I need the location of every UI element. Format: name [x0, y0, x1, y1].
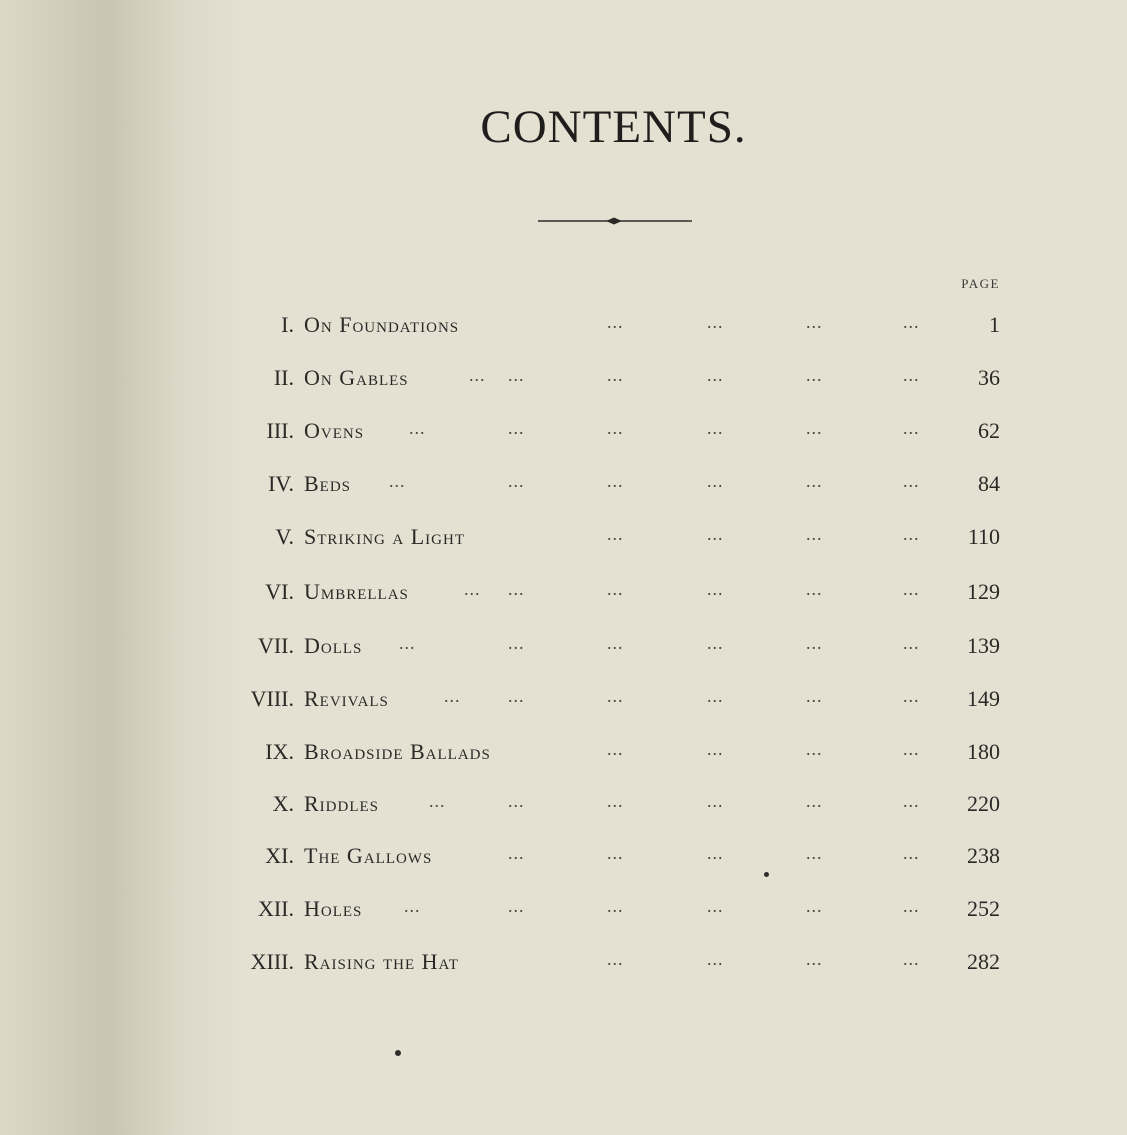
dot-leader: ... [707, 686, 724, 706]
page-number: 84 [978, 471, 1000, 496]
chapter-title: Ovens [304, 418, 365, 443]
toc-row [0, 471, 1127, 511]
chapter-number: VIII. [250, 686, 294, 711]
chapter-number: I. [281, 312, 294, 337]
dot-leader: ... [903, 633, 920, 653]
dot-leader: ... [806, 471, 823, 491]
dot-leader: ... [607, 739, 624, 759]
page-number: 62 [978, 418, 1000, 443]
chapter-number: VII. [257, 633, 294, 658]
page-number: 282 [967, 949, 1000, 974]
dot-leader: ... [806, 791, 823, 811]
dot-leader: ... [399, 633, 416, 653]
chapter-title: On Foundations [304, 312, 460, 337]
toc-row [0, 312, 1127, 352]
dot-leader: ... [806, 579, 823, 599]
dot-leader: ... [903, 896, 920, 916]
dot-leader: ... [903, 843, 920, 863]
dot-leader: ... [806, 633, 823, 653]
chapter-number: II. [273, 365, 294, 390]
dot-leader: ... [707, 896, 724, 916]
page-number: 220 [967, 791, 1000, 816]
dot-leader: ... [508, 633, 525, 653]
dot-leader: ... [806, 949, 823, 969]
dot-leader: ... [429, 791, 446, 811]
toc-row [0, 843, 1127, 883]
page-number: 36 [978, 365, 1000, 390]
dot-leader: ... [903, 949, 920, 969]
page-title: CONTENTS. [480, 101, 747, 153]
page-column-label: PAGE [961, 276, 1000, 291]
dot-leader: ... [607, 949, 624, 969]
toc-row [0, 524, 1127, 564]
dot-leader: ... [903, 418, 920, 438]
dot-leader: ... [607, 633, 624, 653]
chapter-number: V. [275, 524, 294, 549]
dot-leader: ... [607, 312, 624, 332]
dot-leader: ... [903, 524, 920, 544]
dot-leader: ... [469, 365, 486, 385]
dot-leader: ... [607, 791, 624, 811]
print-speck [395, 1050, 401, 1056]
dot-leader: ... [903, 739, 920, 759]
toc-row [0, 949, 1127, 989]
chapter-number: XI. [265, 843, 294, 868]
toc-row [0, 896, 1127, 936]
dot-leader: ... [508, 471, 525, 491]
page-number: 139 [967, 633, 1000, 658]
page-number: 180 [967, 739, 1000, 764]
dot-leader: ... [508, 791, 525, 811]
dot-leader: ... [806, 312, 823, 332]
chapter-number: IX. [265, 739, 294, 764]
dot-leader: ... [707, 418, 724, 438]
chapter-number: XII. [257, 896, 294, 921]
chapter-title: Revivals [304, 686, 389, 711]
chapter-number: III. [266, 418, 294, 443]
dot-leader: ... [707, 633, 724, 653]
dot-leader: ... [607, 843, 624, 863]
chapter-number: XIII. [250, 949, 294, 974]
chapter-number: VI. [265, 579, 294, 604]
dot-leader: ... [707, 791, 724, 811]
toc-row [0, 686, 1127, 726]
dot-leader: ... [903, 579, 920, 599]
chapter-title: Holes [304, 896, 363, 921]
dot-leader: ... [508, 579, 525, 599]
dot-leader: ... [707, 524, 724, 544]
dot-leader: ... [707, 739, 724, 759]
dot-leader: ... [444, 686, 461, 706]
toc-row [0, 633, 1127, 673]
toc-row [0, 365, 1127, 405]
dot-leader: ... [806, 843, 823, 863]
dot-leader: ... [707, 365, 724, 385]
dot-leader: ... [607, 418, 624, 438]
dot-leader: ... [508, 365, 525, 385]
print-speck [764, 872, 769, 877]
dot-leader: ... [707, 312, 724, 332]
toc-row [0, 418, 1127, 458]
dot-leader: ... [903, 686, 920, 706]
dot-leader: ... [707, 471, 724, 491]
dot-leader: ... [903, 791, 920, 811]
dot-leader: ... [464, 579, 481, 599]
page-number: 252 [967, 896, 1000, 921]
chapter-number: IV. [268, 471, 294, 496]
dot-leader: ... [707, 949, 724, 969]
dot-leader: ... [607, 579, 624, 599]
dot-leader: ... [607, 471, 624, 491]
chapter-title: Beds [304, 471, 352, 496]
chapter-title: Raising the Hat [304, 949, 459, 974]
dot-leader: ... [607, 524, 624, 544]
toc-row [0, 739, 1127, 779]
dot-leader: ... [903, 471, 920, 491]
toc-row [0, 579, 1127, 619]
dot-leader: ... [806, 739, 823, 759]
toc-row [0, 791, 1127, 831]
chapter-title: On Gables [304, 365, 409, 390]
dot-leader: ... [508, 686, 525, 706]
chapter-title: Riddles [304, 791, 380, 816]
divider-ornament-icon [538, 214, 692, 228]
dot-leader: ... [409, 418, 426, 438]
page-number: 238 [967, 843, 1000, 868]
dot-leader: ... [607, 365, 624, 385]
dot-leader: ... [806, 365, 823, 385]
dot-leader: ... [806, 686, 823, 706]
page-number: 1 [989, 312, 1000, 337]
page-number: 149 [967, 686, 1000, 711]
dot-leader: ... [707, 579, 724, 599]
dot-leader: ... [806, 896, 823, 916]
dot-leader: ... [903, 365, 920, 385]
dot-leader: ... [806, 524, 823, 544]
chapter-title: Striking a Light [304, 524, 465, 549]
dot-leader: ... [508, 843, 525, 863]
page-number: 129 [967, 579, 1000, 604]
dot-leader: ... [707, 843, 724, 863]
chapter-title: Broadside Ballads [304, 739, 491, 764]
chapter-title: Umbrellas [304, 579, 409, 604]
dot-leader: ... [508, 418, 525, 438]
page-number: 110 [967, 524, 1000, 549]
dot-leader: ... [806, 418, 823, 438]
dot-leader: ... [404, 896, 421, 916]
dot-leader: ... [607, 686, 624, 706]
dot-leader: ... [607, 896, 624, 916]
chapter-title: The Gallows [304, 843, 433, 868]
dot-leader: ... [389, 471, 406, 491]
dot-leader: ... [508, 896, 525, 916]
dot-leader: ... [903, 312, 920, 332]
chapter-title: Dolls [304, 633, 363, 658]
chapter-number: X. [272, 791, 294, 816]
